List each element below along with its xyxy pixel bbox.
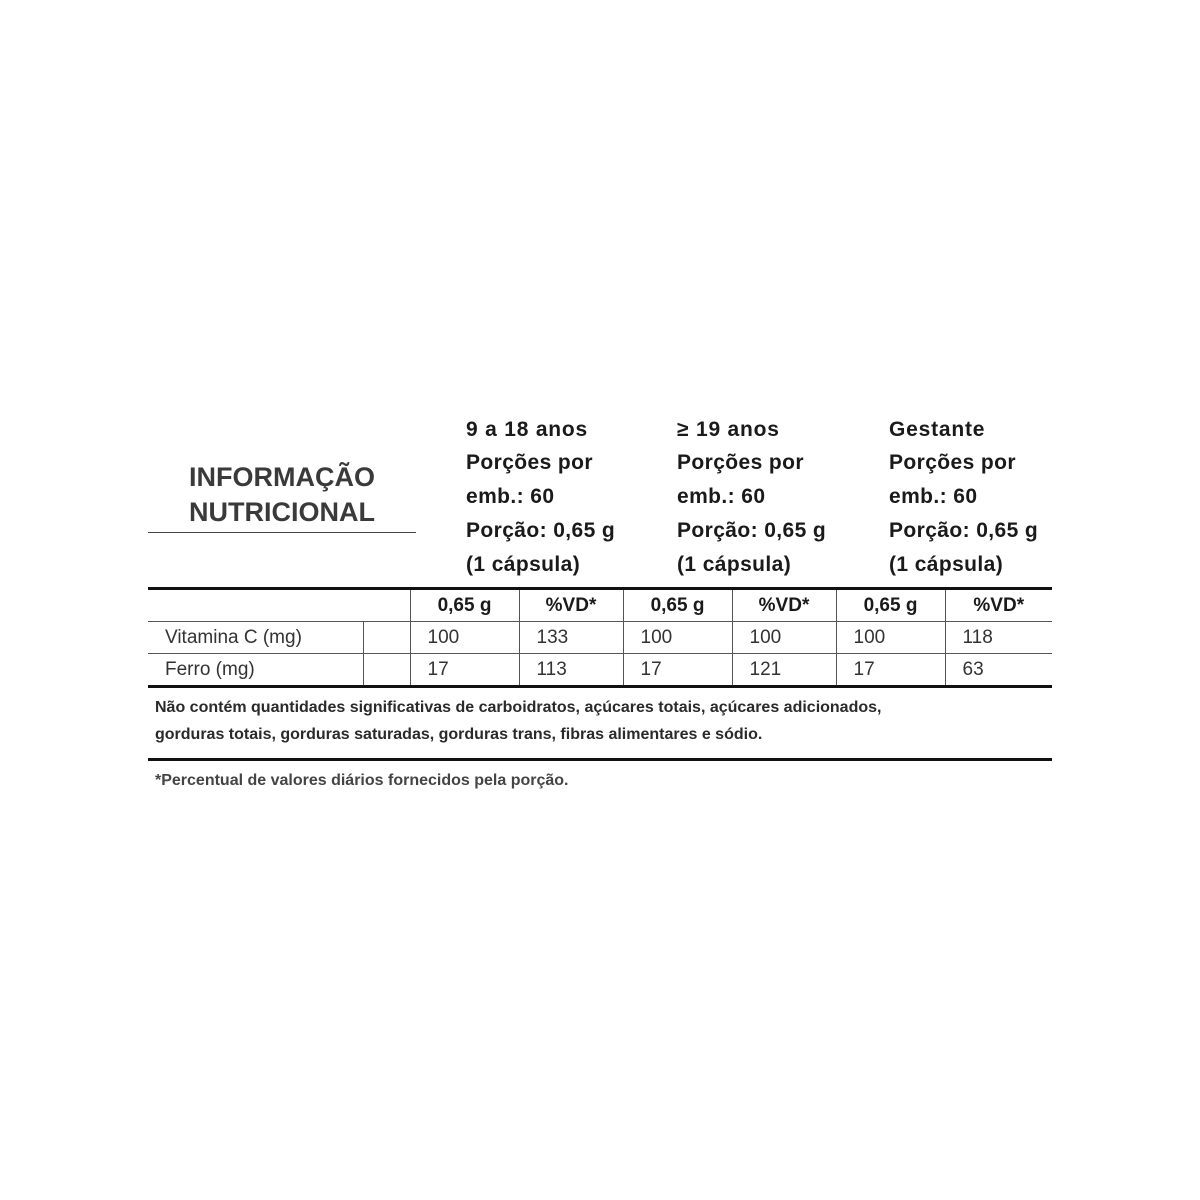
label-title-line-1: INFORMAÇÃO [189,462,375,492]
table-cell: 100 [836,622,945,654]
table-header-cell: 0,65 g [410,589,519,622]
daily-value-footnote: *Percentual de valores diários fornecidos pela porção. [155,772,569,789]
table-header-empty [363,589,410,622]
group-name: 9 a 18 anos [466,418,589,441]
group-servings-line-1: Porções por [677,451,804,474]
group-portion-unit: (1 cápsula) [466,553,581,576]
group-portion: Porção: 0,65 g [466,519,616,542]
label-title-line-2: NUTRICIONAL [189,497,375,527]
table-cell: 133 [519,622,623,654]
table-cell: 113 [519,654,623,687]
table-cell: 121 [732,654,836,687]
group-portion: Porção: 0,65 g [889,519,1039,542]
table-header-cell: 0,65 g [623,589,732,622]
group-name: Gestante [889,418,986,441]
table-header-empty [148,589,363,622]
group-header-gestante [889,414,1089,582]
label-title [148,460,416,533]
note-line-1: Não contém quantidades significativas de carboidratos, açúcares totais, açúcares adicionados, [155,699,882,716]
not-significant-note [148,694,1052,761]
nutrient-name: Ferro (mg) [148,654,363,687]
table-cell: 100 [623,622,732,654]
group-header-9-18 [466,414,666,582]
group-servings-line-2: emb.: 60 [466,485,555,508]
table-cell: 17 [836,654,945,687]
group-servings-line-2: emb.: 60 [889,485,978,508]
table-row [148,622,1052,654]
group-servings-line-2: emb.: 60 [677,485,766,508]
table-cell: 118 [945,622,1052,654]
table-cell: 100 [732,622,836,654]
table-header-cell: 0,65 g [836,589,945,622]
table-cell-empty [363,654,410,687]
table-cell: 100 [410,622,519,654]
table-cell-empty [363,622,410,654]
group-header-19-plus [677,414,877,582]
table-header-cell: %VD* [519,589,623,622]
table-row [148,654,1052,687]
group-servings-line-1: Porções por [466,451,593,474]
table-header-row [148,589,1052,622]
group-portion-unit: (1 cápsula) [677,553,792,576]
table-cell: 17 [623,654,732,687]
group-portion-unit: (1 cápsula) [889,553,1004,576]
table-header-cell: %VD* [945,589,1052,622]
table-cell: 63 [945,654,1052,687]
group-portion: Porção: 0,65 g [677,519,827,542]
table-header-cell: %VD* [732,589,836,622]
group-name: ≥ 19 anos [677,418,780,441]
nutrition-table [148,587,1052,688]
group-servings-line-1: Porções por [889,451,1016,474]
nutrient-name: Vitamina C (mg) [148,622,363,654]
note-line-2: gorduras totais, gorduras saturadas, gorduras trans, fibras alimentares e sódio. [155,726,763,743]
table-cell: 17 [410,654,519,687]
